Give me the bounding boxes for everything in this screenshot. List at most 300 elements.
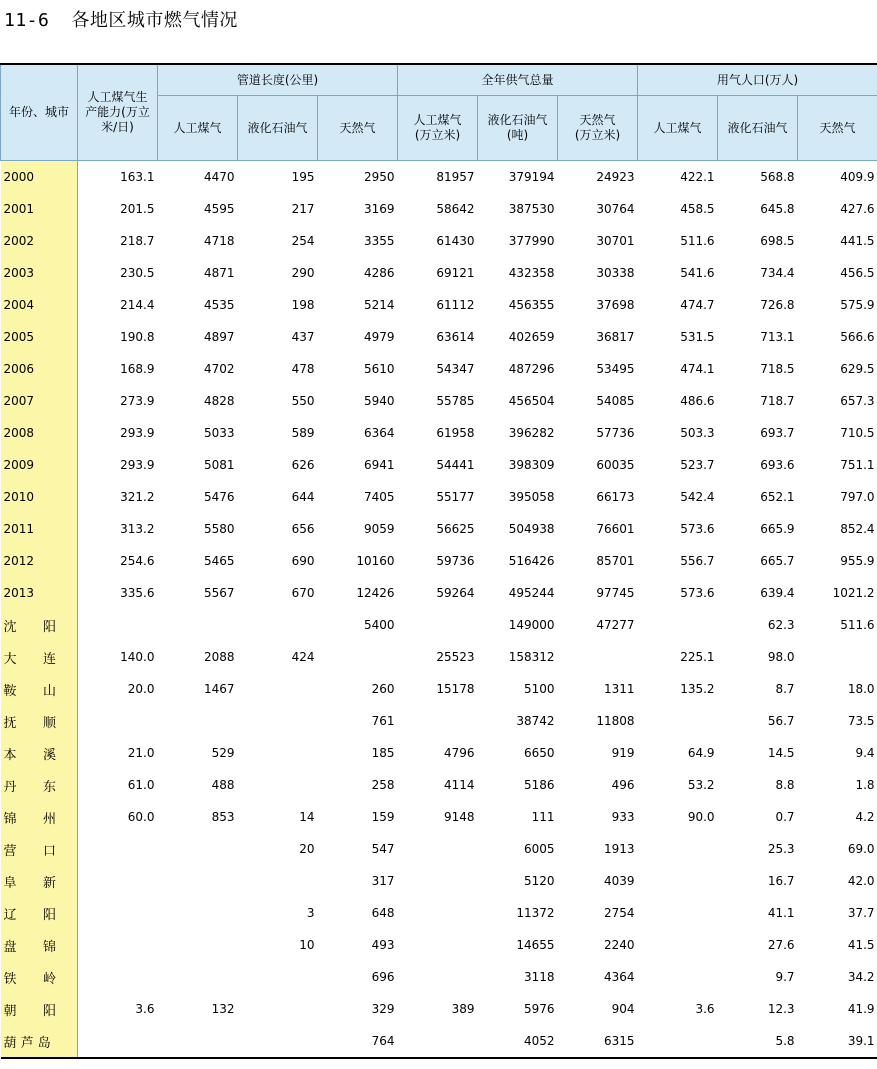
header-year-city: 年份、城市 (1, 64, 78, 161)
header-supply: 全年供气总量 (398, 64, 638, 96)
table-cell: 34.2 (847, 970, 875, 984)
city-label-second: 锦 (42, 939, 56, 955)
table-cell (638, 865, 718, 897)
table-cell (78, 833, 158, 865)
table-cell: 18.0 (847, 682, 875, 696)
header-population: 用气人口(万人) (638, 64, 877, 96)
table-row (1, 449, 877, 481)
table-cell (78, 961, 158, 993)
table-cell: 60.0 (127, 810, 155, 824)
row-label (1, 865, 78, 897)
city-label-first: 葫 芦 岛 (3, 1035, 51, 1051)
table-cell: 41.5 (847, 938, 875, 952)
table-cell: 4796 (443, 746, 475, 760)
table-cell (638, 1025, 718, 1058)
table-cell: 629.5 (840, 362, 875, 376)
header-pop-natural: 天然气 (798, 96, 877, 161)
table-cell: 254 (291, 234, 315, 248)
table-cell: 919 (611, 746, 635, 760)
table-cell: 54441 (436, 458, 475, 472)
table-cell: 4286 (363, 266, 395, 280)
gas-table (0, 63, 877, 1059)
table-cell: 9059 (363, 522, 395, 536)
table-cell: 11808 (596, 714, 635, 728)
row-label (1, 769, 78, 801)
city-label-second: 阳 (42, 907, 56, 923)
table-row (1, 353, 877, 385)
table-row (1, 161, 877, 194)
table-cell: 56.7 (767, 714, 795, 728)
table-cell: 5610 (363, 362, 395, 376)
table-cell (398, 609, 478, 641)
row-label (1, 801, 78, 833)
table-cell: 488 (211, 778, 235, 792)
table-row (1, 385, 877, 417)
table-cell: 398309 (508, 458, 555, 472)
city-label-first: 营 (3, 843, 17, 859)
row-label (1, 833, 78, 865)
header-supply-manmade-text: 人工煤气(万立米) (413, 113, 462, 142)
table-cell: 61112 (436, 298, 475, 312)
table-cell (398, 865, 478, 897)
table-cell: 556.7 (680, 554, 715, 568)
table-cell: 751.1 (840, 458, 875, 472)
table-cell: 54085 (596, 394, 635, 408)
table-cell: 409.9 (840, 170, 875, 184)
city-label-second: 州 (42, 811, 56, 827)
table-cell: 5100 (523, 682, 555, 696)
row-label: 2000 (1, 161, 78, 194)
table-cell: 53495 (596, 362, 635, 376)
table-cell: 402659 (508, 330, 555, 344)
table-cell: 3169 (363, 202, 395, 216)
table-cell: 6650 (523, 746, 555, 760)
table-cell (398, 961, 478, 993)
table-cell: 648 (371, 906, 395, 920)
table-cell: 670 (291, 586, 315, 600)
city-label-first: 鞍 (3, 683, 17, 699)
table-cell (398, 897, 478, 929)
table-cell: 710.5 (840, 426, 875, 440)
table-cell (238, 737, 318, 769)
page-title (4, 6, 238, 32)
table-cell: 335.6 (120, 586, 155, 600)
table-cell: 5033 (203, 426, 235, 440)
table-cell: 427.6 (840, 202, 875, 216)
header-capacity-text: 人工煤气生产能力(万立米/日) (85, 90, 150, 134)
table-cell: 626 (291, 458, 315, 472)
table-cell (398, 833, 478, 865)
table-cell: 59736 (436, 554, 475, 568)
city-label-second: 阳 (42, 619, 56, 635)
table-cell: 159 (371, 810, 395, 824)
table-cell (238, 865, 318, 897)
row-label: 2011 (1, 513, 78, 545)
table-cell: 955.9 (840, 554, 875, 568)
table-cell: 933 (611, 810, 635, 824)
table-cell: 575.9 (840, 298, 875, 312)
table-cell: 20.0 (127, 682, 155, 696)
table-cell: 5400 (363, 618, 395, 632)
table-cell: 5214 (363, 298, 395, 312)
table-cell: 8.7 (775, 682, 795, 696)
table-cell: 4595 (203, 202, 235, 216)
table-cell: 21.0 (127, 746, 155, 760)
table-cell: 54347 (436, 362, 475, 376)
table-cell: 8.8 (775, 778, 795, 792)
city-label-first: 本 (3, 747, 17, 763)
row-label: 2010 (1, 481, 78, 513)
row-label: 2007 (1, 385, 78, 417)
table-cell: 904 (611, 1002, 635, 1016)
table-cell: 14655 (516, 938, 555, 952)
table-cell: 4364 (604, 970, 635, 984)
table-cell: 64.9 (687, 746, 715, 760)
table-row (1, 193, 877, 225)
table-cell: 16.7 (767, 874, 795, 888)
table-cell: 1311 (604, 682, 635, 696)
table-cell: 3 (306, 906, 315, 920)
table-cell: 665.9 (760, 522, 795, 536)
table-cell: 7405 (363, 490, 395, 504)
table-cell: 441.5 (840, 234, 875, 248)
table-row (1, 609, 877, 641)
table-cell: 531.5 (680, 330, 715, 344)
table-cell: 797.0 (840, 490, 875, 504)
table-cell: 53.2 (687, 778, 715, 792)
table-cell: 6364 (363, 426, 395, 440)
table-cell: 437 (291, 330, 315, 344)
table-row (1, 897, 877, 929)
table-cell: 2240 (604, 938, 635, 952)
row-label (1, 897, 78, 929)
table-cell: 47277 (596, 618, 635, 632)
table-cell (398, 1025, 478, 1058)
table-cell: 61.0 (127, 778, 155, 792)
table-cell: 254.6 (120, 554, 155, 568)
table-cell: 665.7 (760, 554, 795, 568)
table-cell: 15178 (436, 682, 475, 696)
table-cell: 85701 (596, 554, 635, 568)
table-cell: 504938 (508, 522, 555, 536)
table-cell: 696 (371, 970, 395, 984)
table-cell (638, 609, 718, 641)
table-cell: 718.5 (760, 362, 795, 376)
table-cell: 395058 (508, 490, 555, 504)
table-cell: 5120 (523, 874, 555, 888)
row-label: 2005 (1, 321, 78, 353)
table-cell: 57736 (596, 426, 635, 440)
table-cell (638, 833, 718, 865)
row-label (1, 609, 78, 641)
table-row (1, 673, 877, 705)
table-cell: 132 (211, 1002, 235, 1016)
table-cell: 9.7 (775, 970, 795, 984)
table-cell (158, 705, 238, 737)
table-cell (638, 961, 718, 993)
table-row (1, 705, 877, 737)
table-cell (638, 897, 718, 929)
table-cell: 27.6 (767, 938, 795, 952)
table-cell: 5580 (203, 522, 235, 536)
table-cell: 511.6 (680, 234, 715, 248)
city-label-second: 连 (42, 651, 56, 667)
table-cell: 38742 (516, 714, 555, 728)
table-cell: 6315 (558, 1025, 638, 1058)
table-cell (238, 609, 318, 641)
city-label-second: 顺 (42, 715, 56, 731)
table-cell: 273.9 (120, 394, 155, 408)
table-cell: 10160 (356, 554, 395, 568)
table-cell: 432358 (508, 266, 555, 280)
table-cell: 474.7 (680, 298, 715, 312)
table-cell: 693.6 (760, 458, 795, 472)
city-label-first: 丹 (3, 779, 17, 795)
table-cell (158, 961, 238, 993)
table-cell: 379194 (508, 170, 555, 184)
table-cell: 487296 (508, 362, 555, 376)
table-cell: 218.7 (120, 234, 155, 248)
table-cell: 1913 (604, 842, 635, 856)
table-cell (238, 961, 318, 993)
table-cell: 566.6 (840, 330, 875, 344)
table-cell: 30701 (596, 234, 635, 248)
header-supply-natural (558, 96, 638, 161)
city-label-second: 溪 (42, 747, 56, 763)
table-cell (638, 929, 718, 961)
table-cell: 41.9 (847, 1002, 875, 1016)
table-cell: 55177 (436, 490, 475, 504)
table-cell: 516426 (508, 554, 555, 568)
table-cell (318, 641, 398, 673)
table-cell: 5567 (203, 586, 235, 600)
table-cell: 258 (371, 778, 395, 792)
table-cell (78, 609, 158, 641)
row-label (1, 641, 78, 673)
table-cell: 547 (371, 842, 395, 856)
table-cell: 37.7 (847, 906, 875, 920)
table-cell (158, 833, 238, 865)
city-label-first: 大 (3, 651, 17, 667)
table-cell: 486.6 (680, 394, 715, 408)
table-cell: 4828 (203, 394, 235, 408)
table-cell: 496 (611, 778, 635, 792)
table-cell: 14 (299, 810, 315, 824)
table-cell: 523.7 (680, 458, 715, 472)
table-cell: 61958 (436, 426, 475, 440)
table-cell: 568.8 (760, 170, 795, 184)
header-pipe-manmade: 人工煤气 (158, 96, 238, 161)
table-cell: 764 (318, 1025, 398, 1058)
table-cell: 5186 (523, 778, 555, 792)
table-cell: 39.1 (798, 1025, 877, 1058)
row-label (1, 1025, 78, 1058)
table-cell (238, 705, 318, 737)
row-label: 2006 (1, 353, 78, 385)
table-cell: 62.3 (767, 618, 795, 632)
table-cell: 4052 (478, 1025, 558, 1058)
table-cell: 396282 (508, 426, 555, 440)
table-cell: 456504 (508, 394, 555, 408)
table-cell: 2950 (363, 170, 395, 184)
row-label: 2009 (1, 449, 78, 481)
table-cell: 0.7 (775, 810, 795, 824)
table-cell: 639.4 (760, 586, 795, 600)
table-cell: 58642 (436, 202, 475, 216)
table-body (1, 161, 877, 1059)
table-cell: 690 (291, 554, 315, 568)
table-cell: 14.5 (767, 746, 795, 760)
table-cell: 9148 (443, 810, 475, 824)
table-cell: 149000 (508, 618, 555, 632)
table-cell: 30338 (596, 266, 635, 280)
table-cell: 190.8 (120, 330, 155, 344)
table-cell: 41.1 (767, 906, 795, 920)
table-cell: 6005 (523, 842, 555, 856)
table-cell: 69.0 (847, 842, 875, 856)
table-cell (78, 705, 158, 737)
table-cell: 589 (291, 426, 315, 440)
table-cell: 474.1 (680, 362, 715, 376)
table-row (1, 929, 877, 961)
row-label: 2012 (1, 545, 78, 577)
table-cell: 422.1 (680, 170, 715, 184)
table-row (1, 513, 877, 545)
table-cell: 90.0 (687, 810, 715, 824)
table-cell: 313.2 (120, 522, 155, 536)
table-cell: 5476 (203, 490, 235, 504)
table-cell: 317 (371, 874, 395, 888)
table-cell: 645.8 (760, 202, 795, 216)
table-cell: 61430 (436, 234, 475, 248)
header-pipe-lpg: 液化石油气 (238, 96, 318, 161)
table-cell: 69121 (436, 266, 475, 280)
table-cell: 718.7 (760, 394, 795, 408)
table-row (1, 545, 877, 577)
table-cell: 168.9 (120, 362, 155, 376)
table-cell: 713.1 (760, 330, 795, 344)
header-supply-manmade (398, 96, 478, 161)
table-cell: 4039 (604, 874, 635, 888)
city-label-first: 辽 (3, 907, 17, 923)
table-cell (78, 865, 158, 897)
table-cell: 3.6 (695, 1002, 715, 1016)
row-label: 2002 (1, 225, 78, 257)
row-label (1, 993, 78, 1025)
table-cell (158, 609, 238, 641)
table-row (1, 321, 877, 353)
table-cell: 4470 (203, 170, 235, 184)
table-cell (238, 993, 318, 1025)
table-cell: 76601 (596, 522, 635, 536)
city-label-first: 锦 (3, 811, 17, 827)
table-row (1, 769, 877, 801)
table-cell: 293.9 (120, 426, 155, 440)
table-cell: 734.4 (760, 266, 795, 280)
table-cell: 3.6 (135, 1002, 155, 1016)
table-cell: 55785 (436, 394, 475, 408)
table-cell: 5940 (363, 394, 395, 408)
table-row (1, 225, 877, 257)
table-cell: 5465 (203, 554, 235, 568)
table-cell: 377990 (508, 234, 555, 248)
row-label: 2013 (1, 577, 78, 609)
row-label (1, 737, 78, 769)
table-cell: 693.7 (760, 426, 795, 440)
table-cell: 5081 (203, 458, 235, 472)
table-row (1, 257, 877, 289)
table-cell: 37698 (596, 298, 635, 312)
city-label-first: 沈 (3, 619, 17, 635)
table-title: 各地区城市燃气情况 (71, 10, 238, 31)
table-cell (638, 705, 718, 737)
table-row (1, 961, 877, 993)
row-label (1, 961, 78, 993)
header-supply-natural-text: 天然气(万立米) (574, 113, 621, 142)
header-capacity (78, 64, 158, 161)
table-cell: 4718 (203, 234, 235, 248)
table-cell: 4535 (203, 298, 235, 312)
table-cell: 478 (291, 362, 315, 376)
table-cell: 59264 (436, 586, 475, 600)
table-row (1, 993, 877, 1025)
table-cell: 217 (291, 202, 315, 216)
table-number: 11-6 (4, 10, 50, 31)
table-cell: 652.1 (760, 490, 795, 504)
table-cell: 73.5 (847, 714, 875, 728)
table-row (1, 1025, 877, 1058)
table-cell: 853 (211, 810, 235, 824)
table-cell: 9.4 (855, 746, 875, 760)
table-cell: 5.8 (718, 1025, 798, 1058)
table-cell: 25.3 (767, 842, 795, 856)
table-cell: 329 (371, 1002, 395, 1016)
header-supply-lpg (478, 96, 558, 161)
table-row (1, 865, 877, 897)
city-label-first: 铁 (3, 971, 17, 987)
city-label-second: 山 (42, 683, 56, 699)
table-cell: 66173 (596, 490, 635, 504)
table-row (1, 737, 877, 769)
table-cell (238, 1025, 318, 1058)
city-label-first: 抚 (3, 715, 17, 731)
table-cell: 529 (211, 746, 235, 760)
table-cell (798, 641, 877, 673)
table-row (1, 641, 877, 673)
header-pop-manmade: 人工煤气 (638, 96, 718, 161)
table-cell: 11372 (516, 906, 555, 920)
header-supply-lpg-text: 液化石油气(吨) (487, 113, 548, 142)
table-cell: 163.1 (120, 170, 155, 184)
table-row (1, 833, 877, 865)
city-label-first: 阜 (3, 875, 17, 891)
table-cell: 225.1 (680, 650, 715, 664)
table-cell: 4.2 (855, 810, 875, 824)
table-cell: 1.8 (855, 778, 875, 792)
table-cell: 3355 (363, 234, 395, 248)
table-cell: 4871 (203, 266, 235, 280)
city-label-second: 东 (42, 779, 56, 795)
table-cell (158, 897, 238, 929)
table-cell: 4114 (443, 778, 475, 792)
table-cell: 42.0 (847, 874, 875, 888)
table-cell: 503.3 (680, 426, 715, 440)
table-cell: 56625 (436, 522, 475, 536)
table-cell: 214.4 (120, 298, 155, 312)
table-row (1, 481, 877, 513)
table-row (1, 289, 877, 321)
table-cell: 36817 (596, 330, 635, 344)
